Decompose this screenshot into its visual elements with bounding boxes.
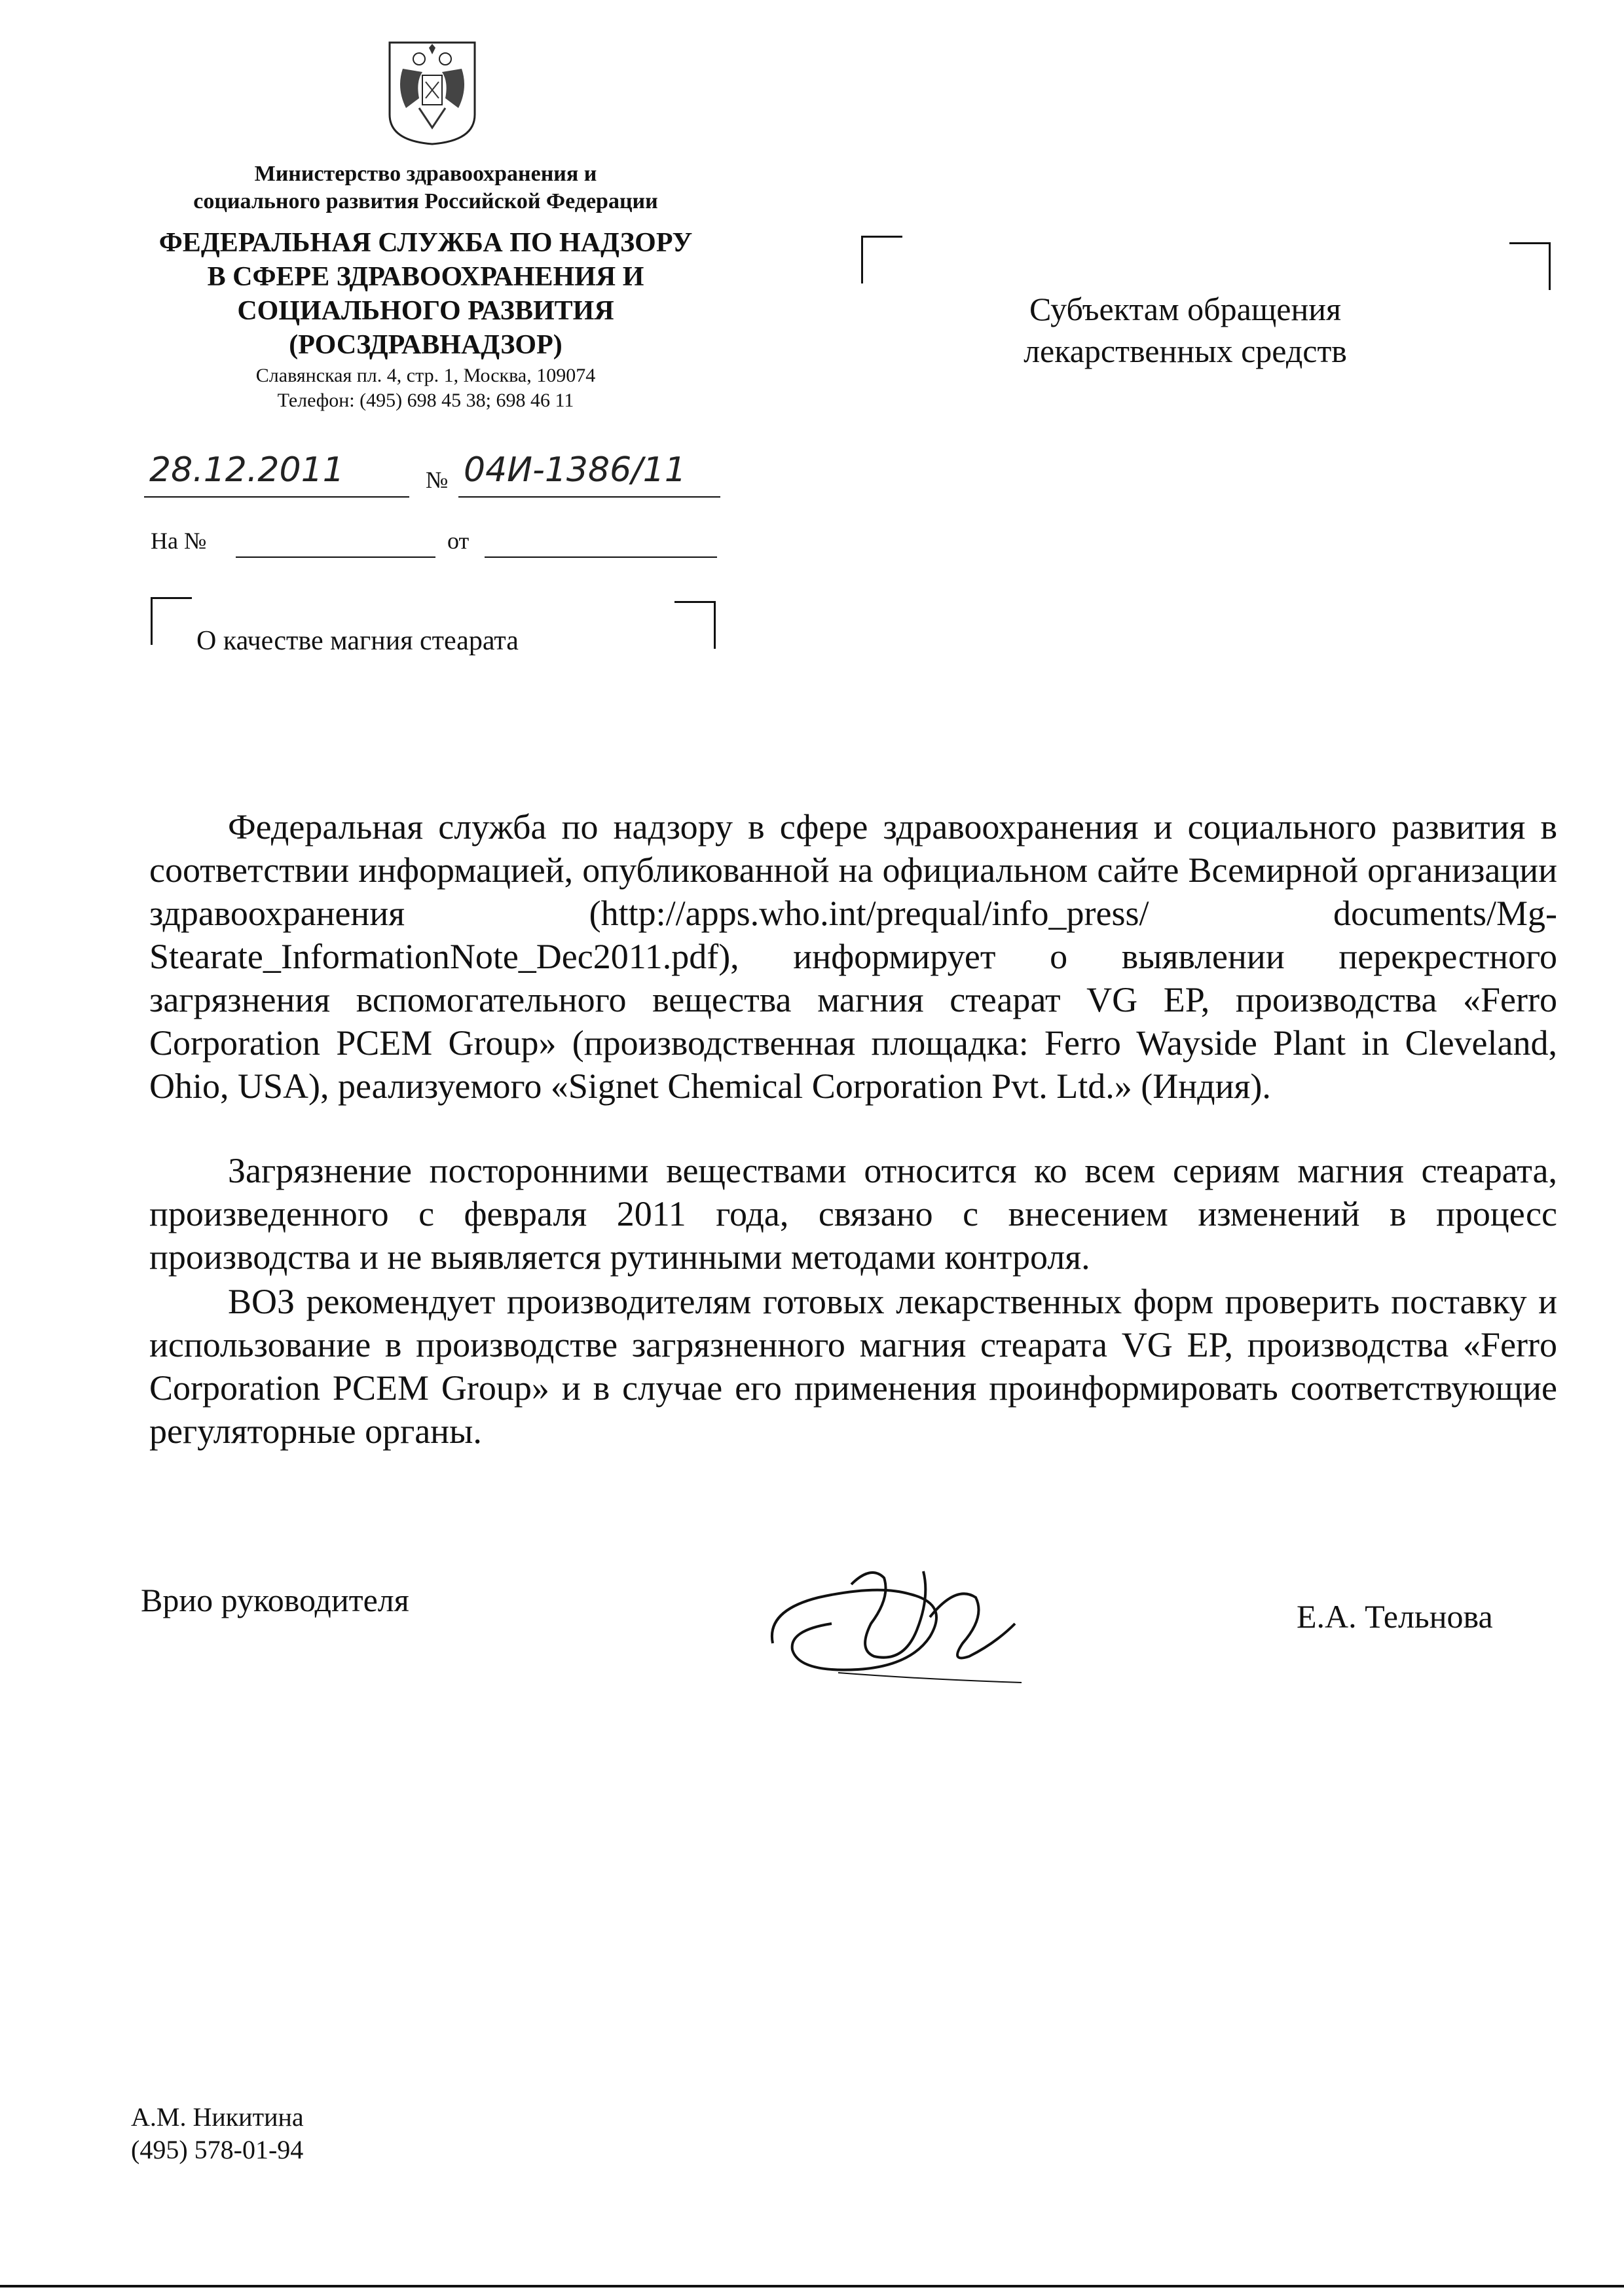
recipient-corner-left [861, 236, 902, 283]
recipient-corner-right [1509, 242, 1551, 290]
executor-name: А.М. Никитина [131, 2102, 304, 2132]
coat-of-arms-icon [383, 36, 481, 147]
service-line-1: ФЕДЕРАЛЬНАЯ СЛУЖБА ПО НАДЗОРУ [158, 228, 693, 258]
subject-corner-left [151, 597, 192, 645]
recipient-line-1: Субъектам обращения [1029, 291, 1341, 327]
registration-date: 28.12.2011 [149, 450, 344, 490]
body-paragraph-3: ВОЗ рекомендует производителям готовых лекарственных форм проверить поставку и использование в производстве загрязненного магния стеарата VG EP, производства «Ferro Corporation PCEM Group» и в случае его применения проинформировать соответствующие регуляторные органы. [149, 1282, 1557, 1451]
subject-corner-right [674, 601, 716, 649]
signature-icon [760, 1558, 1041, 1689]
from-underline [485, 556, 717, 558]
recipient-line-2: лекарственных средств [1024, 333, 1347, 369]
phone: Телефон: (495) 698 45 38; 698 46 11 [277, 390, 574, 411]
service-line-2: В СФЕРЕ ЗДРАВООХРАНЕНИЯ И [207, 262, 644, 292]
date-underline [144, 496, 409, 498]
ministry-line-2: социального развития Российской Федерации [193, 189, 658, 213]
signatory-name: Е.А. Тельнова [1297, 1598, 1493, 1635]
body-paragraph-1: Федеральная служба по надзору в сфере здравоохранения и социального развития в соответствии информацией, опубликованной на официальном сайте Всемирной организации здравоохранения (http://apps.who.int/prequal/info_press/ documents/Mg-Stearate_InformationNote_Dec2011.pdf), информирует о выявлении перекрестного загрязнения вспомогательного вещества магния стеарат VG EP, производства «Ferro Corporation PCEM Group» (производственная площадка: Ferro Wayside Plant in Cleveland, Ohio, USA), реализуемого «Signet Chemical Corporation Pvt. Ltd.» (Индия). [149, 807, 1557, 1106]
signatory-title: Врио руководителя [141, 1582, 409, 1618]
bottom-edge-line [0, 2285, 1624, 2287]
service-name [131, 226, 720, 362]
ref-underline [236, 556, 435, 558]
ministry-name [131, 160, 720, 215]
service-line-3: СОЦИАЛЬНОГО РАЗВИТИЯ [237, 296, 614, 326]
number-underline [458, 496, 720, 498]
from-label: от [447, 528, 470, 554]
recipient [950, 288, 1421, 372]
ref-label: На № [151, 528, 207, 554]
service-line-4: (РОСЗДРАВНАДЗОР) [289, 330, 563, 360]
ministry-line-1: Министерство здравоохранения и [254, 162, 597, 186]
body-paragraph-2: Загрязнение посторонними веществами относится ко всем сериям магния стеарата, произведенного с февраля 2011 года, связано с внесением изменений в процесс производства и не выявляется рутинными методами контроля. [149, 1151, 1557, 1277]
number-label: № [426, 467, 449, 493]
registration-number: 04И-1386/11 [464, 450, 686, 490]
subject: О качестве магния стеарата [196, 626, 519, 656]
executor-phone: (495) 578-01-94 [131, 2135, 304, 2164]
address: Славянская пл. 4, стр. 1, Москва, 109074 [255, 365, 596, 386]
